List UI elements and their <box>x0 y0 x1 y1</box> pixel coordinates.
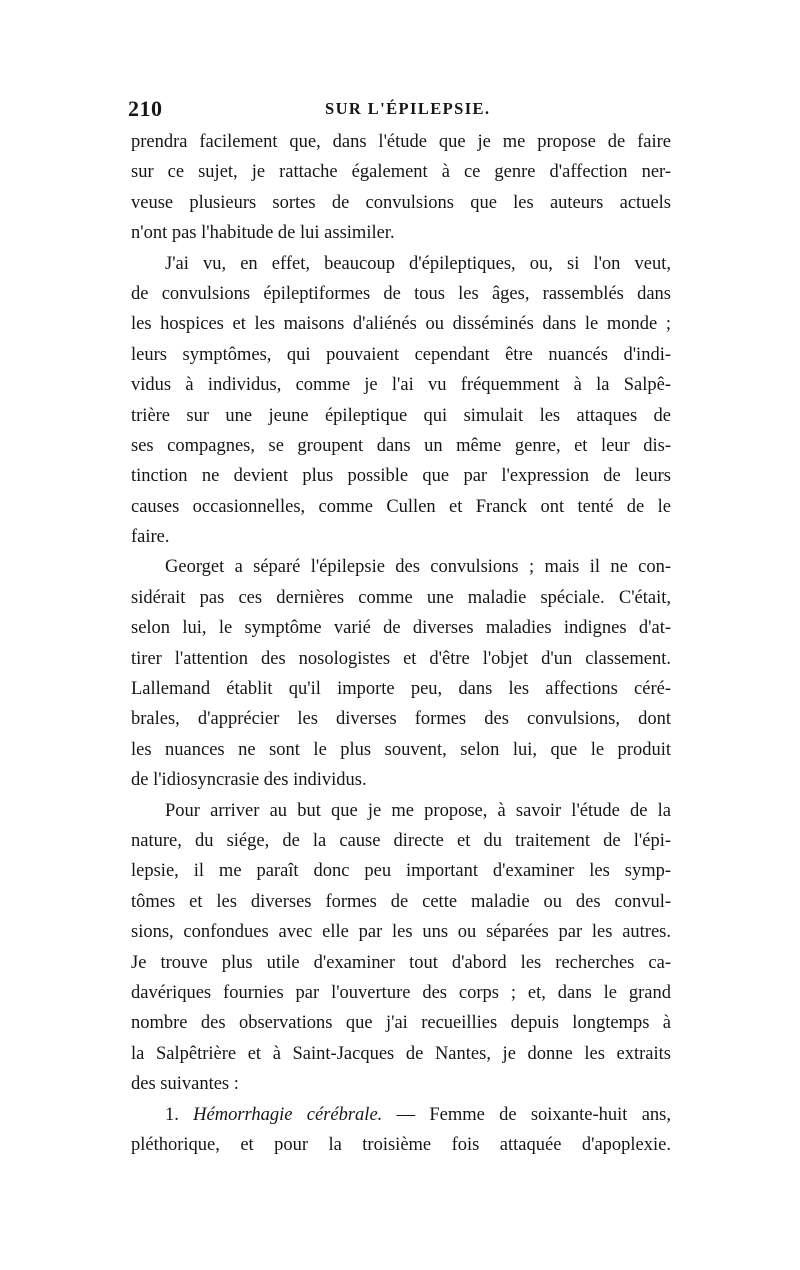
text-line: sur ce sujet, je rattache également à ce genre d'affection ner- <box>131 162 671 183</box>
case-number: 1. <box>165 1104 179 1125</box>
text-line: les hospices et les maisons d'aliénés ou disséminés dans le monde ; <box>131 314 671 335</box>
text-line: J'ai vu, en effet, beaucoup d'épileptiques, ou, si l'on veut, <box>165 253 671 274</box>
text-line: ses compagnes, se groupent dans un même genre, et leur dis- <box>131 435 671 456</box>
text-line: Lallemand établit qu'il importe peu, dans les affections céré- <box>131 679 671 700</box>
case-title: Hémorrhagie cérébrale. <box>193 1104 383 1125</box>
text-line: davériques fournies par l'ouverture des corps ; et, dans le grand <box>131 982 671 1003</box>
text-line: causes occasionnelles, comme Cullen et Franck ont tenté de le <box>131 496 671 517</box>
text-line: lepsie, il me paraît donc peu important d'examiner les symp- <box>131 861 671 882</box>
text-line: sidérait pas ces dernières comme une maladie spéciale. C'était, <box>131 587 671 608</box>
text-line: prendra facilement que, dans l'étude que je me propose de faire <box>131 132 671 152</box>
page-header <box>128 96 668 124</box>
text-line: brales, d'apprécier les diverses formes des convulsions, dont <box>131 709 671 730</box>
text-line: de convulsions épileptiformes de tous les âges, rassemblés dans <box>131 283 671 304</box>
text-line: la Salpêtrière et à Saint-Jacques de Nantes, je donne les extraits <box>131 1043 671 1064</box>
text-line: tinction ne devient plus possible que par l'expression de leurs <box>131 466 671 487</box>
text-line: leurs symptômes, qui pouvaient cependant être nuancés d'indi- <box>131 344 671 365</box>
text-line: faire. <box>131 527 170 548</box>
text-line: Je trouve plus utile d'examiner tout d'abord les recherches ca- <box>131 952 671 973</box>
text-line: veuse plusieurs sortes de convulsions que les auteurs actuels <box>131 192 671 213</box>
text-line: des suivantes : <box>131 1074 239 1095</box>
text-line: nombre des observations que j'ai recueillies depuis longtemps à <box>131 1013 671 1034</box>
text-line: trière sur une jeune épileptique qui simulait les attaques de <box>131 405 671 426</box>
text-line: sions, confondues avec elle par les uns ou séparées par les autres. <box>131 922 671 943</box>
text-line: Pour arriver au but que je me propose, à savoir l'étude de la <box>165 800 671 821</box>
text-line: nature, du siége, de la cause directe et du traitement de l'épi- <box>131 830 671 851</box>
text-line: pléthorique, et pour la troisième fois attaquée d'apoplexie. <box>131 1134 671 1155</box>
text-line: de l'idiosyncrasie des individus. <box>131 770 367 791</box>
text-line: tômes et les diverses formes de cette maladie ou des convul- <box>131 891 671 912</box>
case-description: — Femme de soixante-huit ans, <box>382 1104 671 1125</box>
text-line: tirer l'attention des nosologistes et d'être l'objet d'un classement. <box>131 648 671 669</box>
text-line: vidus à individus, comme je l'ai vu fréquemment à la Salpê- <box>131 375 671 396</box>
body-text <box>131 127 671 1160</box>
text-line: selon lui, le symptôme varié de diverses maladies indignes d'at- <box>131 618 671 639</box>
page-number: 210 <box>128 96 163 121</box>
text-line: n'ont pas l'habitude de lui assimiler. <box>131 223 395 244</box>
running-title: SUR L'ÉPILEPSIE. <box>325 99 491 118</box>
text-line: les nuances ne sont le plus souvent, selon lui, que le produit <box>131 739 671 760</box>
case-heading <box>131 1100 671 1130</box>
text-line: Georget a séparé l'épilepsie des convulsions ; mais il ne con- <box>165 557 671 578</box>
